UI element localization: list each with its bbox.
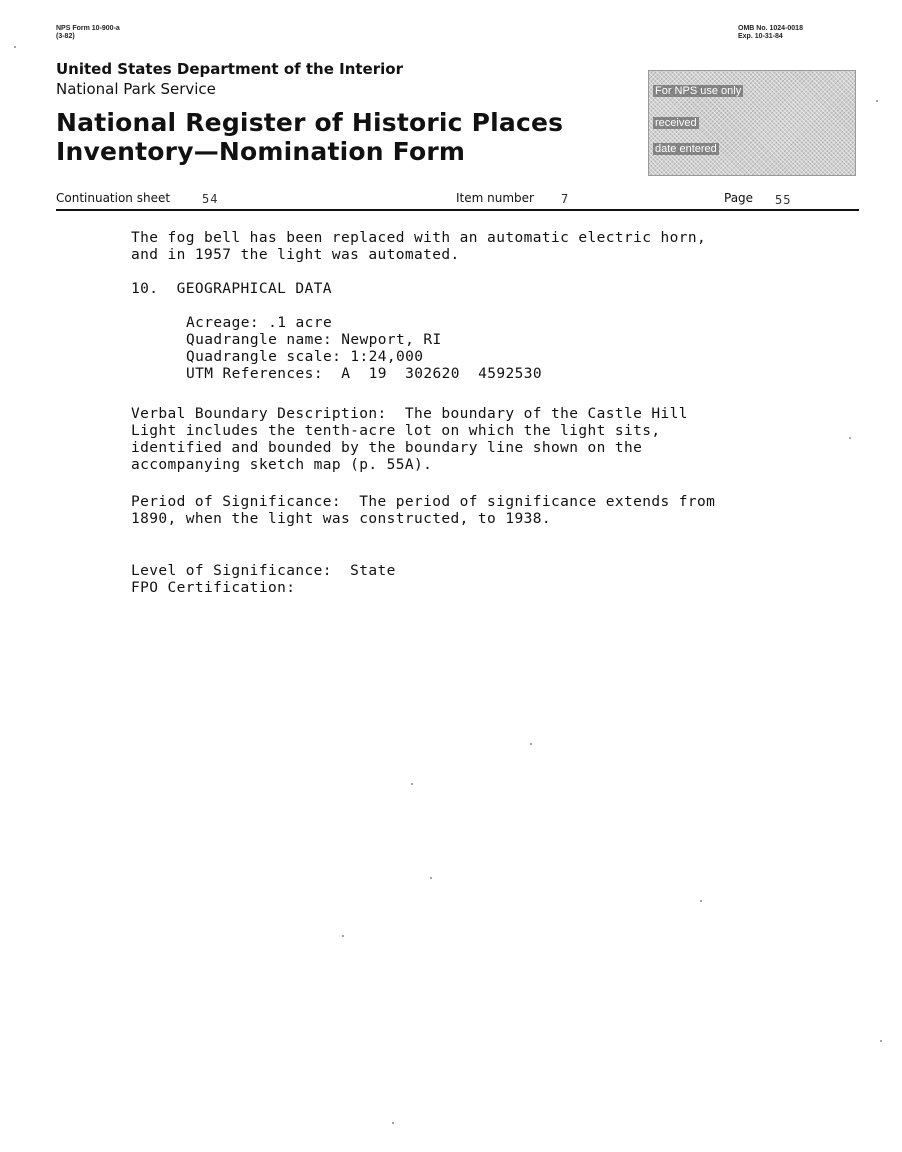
level-of-significance: Level of Significance: State — [131, 563, 396, 579]
page-label: Page — [724, 191, 754, 205]
item-number-value: 7 — [561, 192, 570, 206]
omb-number: OMB No. 1024-0018 — [738, 25, 803, 32]
scan-speck — [849, 437, 851, 439]
scan-speck — [411, 783, 413, 785]
body-line: Light includes the tenth-acre lot on which the light sits, — [131, 423, 661, 439]
fpo-certification: FPO Certification: — [131, 580, 296, 596]
scan-speck — [392, 1122, 394, 1124]
continuation-sheet-value: 54 — [202, 192, 219, 206]
scan-speck — [880, 1040, 882, 1042]
nps-use-only-label: For NPS use only — [655, 85, 742, 97]
acreage: Acreage: .1 acre — [186, 315, 333, 331]
scan-speck — [342, 935, 344, 937]
body-line: identified and bounded by the boundary line shown on the — [131, 440, 643, 456]
scan-speck — [530, 743, 532, 745]
expiration-date: Exp. 10-31-84 — [738, 33, 783, 40]
body-line: Period of Significance: The period of significance extends from — [131, 494, 716, 510]
body-line: accompanying sketch map (p. 55A). — [131, 457, 433, 473]
quadrangle-name: Quadrangle name: Newport, RI — [186, 332, 442, 348]
scan-speck — [700, 900, 702, 902]
quadrangle-scale: Quadrangle scale: 1:24,000 — [186, 349, 424, 365]
received-label: received — [655, 117, 697, 129]
continuation-sheet-label: Continuation sheet — [56, 191, 171, 205]
date-entered-label: date entered — [655, 143, 717, 155]
body-line: 1890, when the light was constructed, to 1938. — [131, 511, 551, 527]
nps-use-only-box — [648, 70, 856, 176]
form-title-line1: National Register of Historic Places — [56, 108, 564, 137]
department-name: United States Department of the Interior — [56, 60, 403, 78]
section-heading: 10. GEOGRAPHICAL DATA — [131, 281, 332, 297]
body-line: The fog bell has been replaced with an automatic electric horn, — [131, 230, 707, 246]
page-value: 55 — [775, 193, 792, 207]
scan-speck — [430, 877, 432, 879]
form-date: (3-82) — [56, 33, 75, 40]
body-line: Verbal Boundary Description: The boundary of the Castle Hill — [131, 406, 688, 422]
service-name: National Park Service — [56, 80, 216, 98]
form-number: NPS Form 10-900-a — [56, 25, 120, 32]
form-title-line2: Inventory—Nomination Form — [56, 137, 466, 166]
scan-speck — [876, 100, 878, 102]
item-number-label: Item number — [456, 191, 534, 205]
utm-references: UTM References: A 19 302620 4592530 — [186, 366, 543, 382]
body-line: and in 1957 the light was automated. — [131, 247, 460, 263]
header-rule — [56, 209, 859, 211]
scan-speck — [14, 46, 16, 48]
